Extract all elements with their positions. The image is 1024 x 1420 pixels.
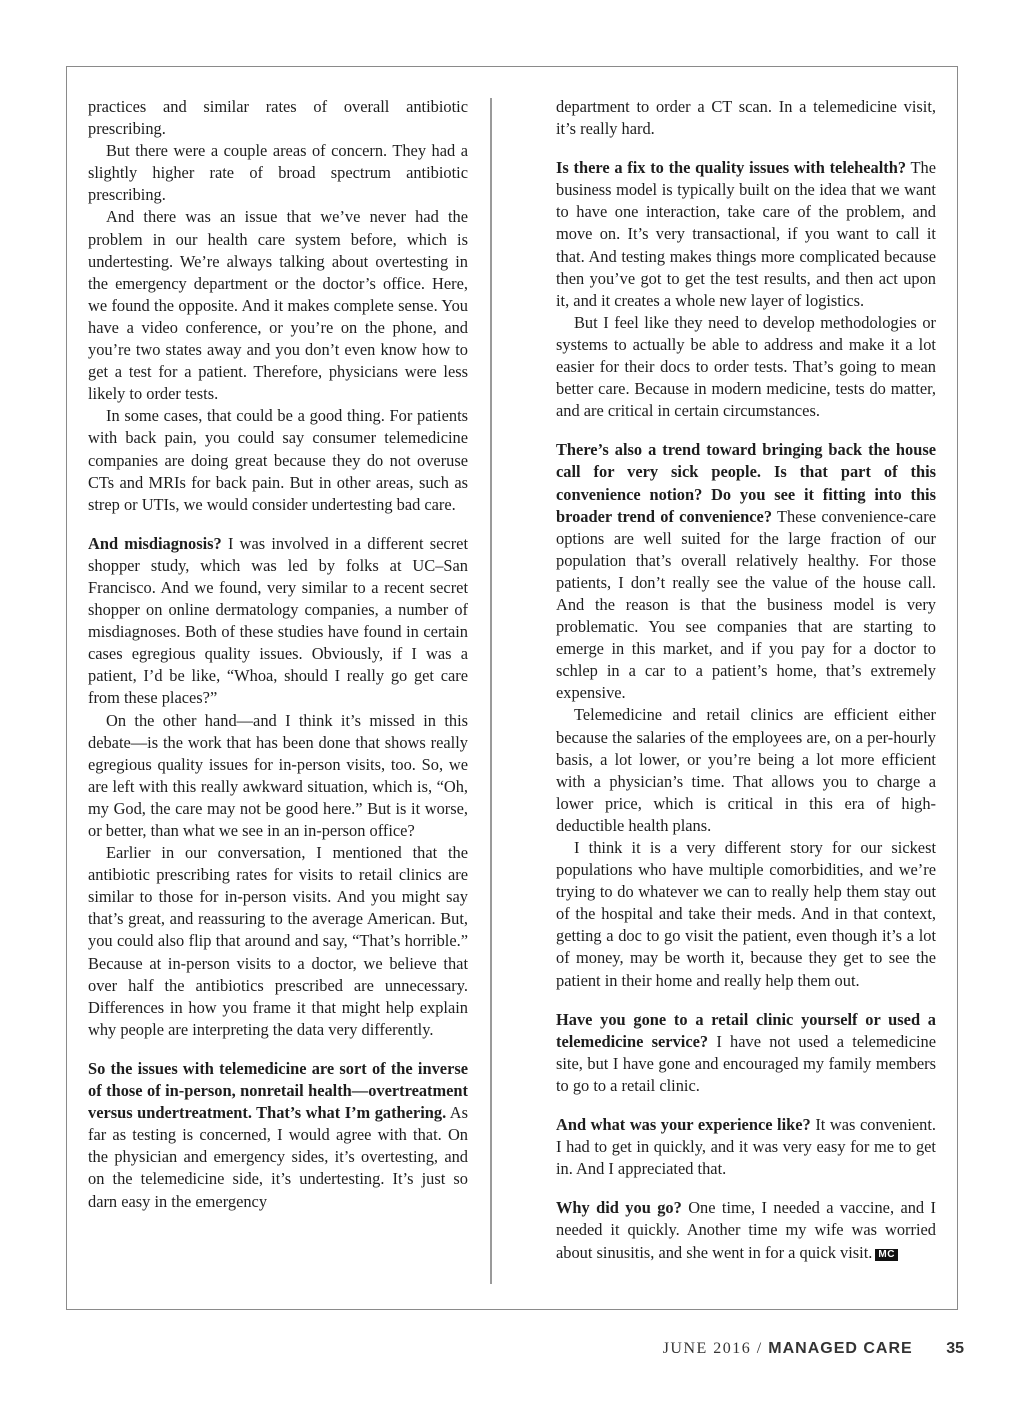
qa-paragraph	[556, 1009, 936, 1097]
interview-question: Have you gone to a retail clinic yourself or used a telemedicine service?	[556, 1009, 936, 1051]
paragraph: department to order a CT scan. In a telemedicine visit, it’s really hard.	[556, 97, 936, 139]
magazine-name: MANAGED CARE	[768, 1340, 913, 1357]
qa-paragraph	[556, 439, 936, 704]
column-divider	[490, 98, 492, 1284]
qa-paragraph	[556, 1114, 936, 1180]
paragraph: practices and similar rates of overall antibiotic prescribing.	[88, 97, 468, 139]
qa-paragraph	[556, 1197, 936, 1263]
paragraph: On the other hand—and I think it’s missed in this debate—is the work that has been done that shows really egregious quality issues for in-person visits, too. So, we are left with this really awkward situation, which is, “Oh, my God, the care may not be good here.” But is it worse, or better, than what we see in an in-person office?	[88, 710, 468, 840]
interview-answer: I was involved in a different secret shopper study, which was led by folks at UC–San Francisco. And we found, very similar to a recent secret shopper on online dermatology companies, a number of misdiagnoses. Both of these studies have found in certain cases egregious quality issues. Obviously, if I was a patient, I’d be like, “Whoa, should I really go get care from these places?”	[88, 533, 468, 708]
paragraph: Earlier in our conversation, I mentioned that the antibiotic prescribing rates for visits to retail clinics are similar to those for in-person visits. And you might say that’s great, and reassuring to the average American. But, you could also flip that around and say, “That’s horrible.” Because at in-person visits to a doctor, we believe that over half the antibiotics prescribed are unnecessary. Differences in how you frame it that might help explain why people are interpreting the data very differently.	[88, 843, 468, 1039]
interview-answer: As far as testing is concerned, I would agree with that. On the physician and emergency sides, it’s overtesting, and on the telemedicine side, it’s undertesting. It’s just so darn easy in the emergency	[88, 1103, 468, 1211]
issue-date: JUNE 2016 /	[662, 1340, 763, 1357]
interview-question: Why did you go?	[556, 1198, 682, 1218]
interview-question: So the issues with telemedicine are sort of the inverse of those of in-person, nonretail health—overtreatment versus undertreatment. That’s what I’m gathering.	[88, 1058, 468, 1123]
paragraph: But I feel like they need to develop methodologies or systems to actually be able to address and make it a lot easier for their docs to order tests. That’s going to mean better care. Because in modern medicine, tests do matter, and are critical in certain circumstances.	[556, 312, 936, 421]
interview-question: Is there a fix to the quality issues with telehealth?	[556, 158, 907, 178]
paragraph: In some cases, that could be a good thing. For patients with back pain, you could say consumer telemedicine companies are doing great because they do not overuse CTs and MRIs for back pain. But in other areas, such as strep or UTIs, we would consider undertesting bad care.	[88, 406, 468, 514]
interview-answer: One time, I needed a vaccine, and I needed it quickly. Another time my wife was worried about sinusitis, and she went in for a quick visit.	[556, 1198, 936, 1262]
right-column	[556, 96, 936, 1264]
end-mark-icon: MC	[875, 1249, 898, 1261]
interview-question: And misdiagnosis?	[88, 533, 222, 553]
page-footer	[663, 1340, 964, 1358]
paragraph: But there were a couple areas of concern. They had a slightly higher rate of broad spectrum antibiotic prescribing.	[88, 141, 468, 205]
paragraph: Telemedicine and retail clinics are efficient either because the salaries of the employees are, on a per-hourly basis, a lot lower, or you’re being a lot more efficient with a physician’s time. That allows you to charge a lower price, which is critical in this era of high-deductible health plans.	[556, 705, 936, 835]
qa-paragraph	[556, 157, 936, 312]
interview-answer: It was convenient. I had to get in quickly, and it was very easy for me to get in. And I appreciated that.	[556, 1115, 936, 1179]
paragraph: I think it is a very different story for our sickest populations who have multiple comorbidities, and we’re trying to do whatever we can to really help them stay out of the hospital and take their meds. And in that context, getting a doc to go visit the patient, even though it’s a lot of money, may be worth it, because they get to see the patient in their home and really help them out.	[556, 838, 936, 990]
interview-answer: These convenience-care options are well suited for the large fraction of our population that’s overall relatively healthy. For those patients, I don’t really see the value of the house call. And the reason is that the business model is very problematic. You see companies that are starting to emerge in this market, and if you pay for a doctor to schlep in a car to a patient’s home, that’s extremely expensive.	[556, 506, 936, 703]
left-column	[88, 96, 468, 1213]
interview-question: There’s also a trend toward bringing back the house call for very sick people. Is that part of this convenience notion? Do you see it fitting into this broader trend of convenience?	[556, 440, 936, 526]
qa-paragraph	[88, 1058, 468, 1213]
paragraph: And there was an issue that we’ve never had the problem in our health care system before, which is undertesting. We’re always talking about overtesting in the emergency department or the doctor’s office. Here, we found the opposite. And it makes complete sense. You have a video conference, or you’re on the phone, and you’re two states away and you don’t even know how to get a test for a patient. Therefore, physicians were less likely to order tests.	[88, 207, 468, 404]
page-number: 35	[946, 1340, 964, 1357]
interview-question: And what was your experience like?	[556, 1115, 811, 1135]
interview-answer: The business model is typically built on the idea that we want to have one interaction, take care of the problem, and move on. It’s very transactional, if you want to call it that. And testing makes things more complicated because then you’ve got to get the test results, and then act upon it, and it creates a whole new layer of logistics.	[556, 158, 936, 310]
qa-paragraph	[88, 533, 468, 710]
interview-answer: I have not used a telemedicine site, but I have gone and encouraged my family members to go to a retail clinic.	[556, 1031, 936, 1095]
